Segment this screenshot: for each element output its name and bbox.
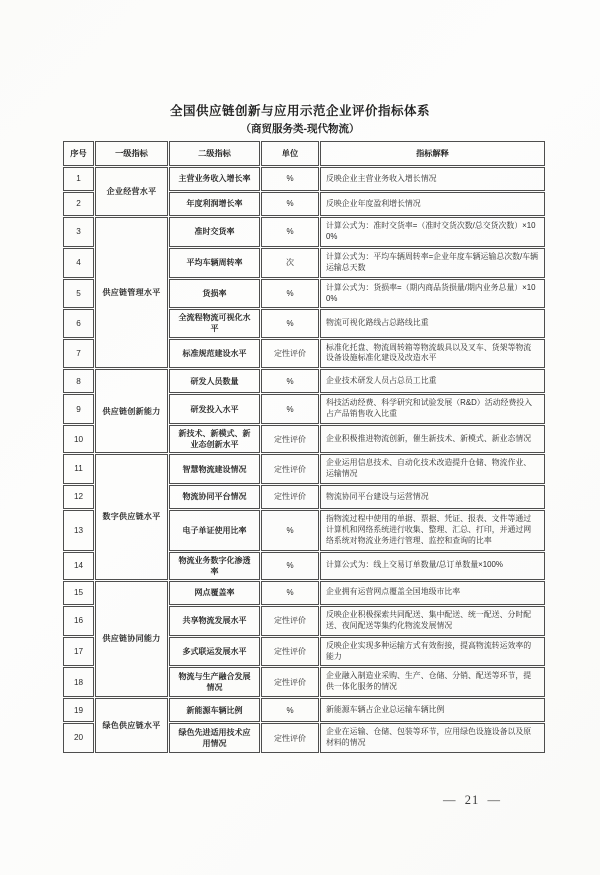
row-no-cell: 18 [63,667,94,697]
group-indicator-cell: 绿色供应链水平 [95,698,168,753]
explanation-cell: 反映企业实现多种运输方式有效衔接，提高物流转运效率的能力 [320,637,545,667]
secondary-indicator-cell: 主营业务收入增长率 [169,167,260,191]
row-no-cell: 5 [63,279,94,309]
table-row [63,167,545,191]
row-no-cell: 1 [63,167,94,191]
secondary-indicator-cell: 研发投入水平 [169,394,260,424]
secondary-indicator-cell: 研发人员数量 [169,369,260,393]
secondary-indicator-cell: 新技术、新模式、新业态创新水平 [169,425,260,453]
row-no-cell: 9 [63,394,94,424]
secondary-indicator-cell: 物流业务数字化渗透率 [169,552,260,580]
unit-cell: % [261,167,319,191]
unit-cell: 次 [261,248,319,278]
unit-cell: 定性评价 [261,454,319,484]
secondary-indicator-cell: 绿色先进适用技术应用情况 [169,723,260,753]
header-cell-explanation: 指标解释 [320,141,545,166]
row-no-cell: 19 [63,698,94,722]
unit-cell: 定性评价 [261,637,319,667]
explanation-cell: 标准化托盘、物流周转箱等物流载具以及叉车、货架等物流设备设施标准化建设及改造水平 [320,339,545,369]
row-no-cell: 7 [63,339,94,369]
secondary-indicator-cell: 多式联运发展水平 [169,637,260,667]
title-block [0,101,600,136]
group-indicator-cell: 供应链管理水平 [95,217,168,368]
page-number: — 21 — [443,793,501,807]
group-indicator-cell: 企业经营水平 [95,167,168,216]
explanation-cell: 企业技术研发人员占总员工比重 [320,369,545,393]
row-no-cell: 3 [63,217,94,247]
table-row [63,698,545,722]
secondary-indicator-cell: 物流协同平台情况 [169,485,260,509]
unit-cell: 定性评价 [261,425,319,453]
unit-cell: 定性评价 [261,485,319,509]
explanation-cell: 科技活动经费、科学研究和试验发展（R&D）活动经费投入占产品销售收入比重 [320,394,545,424]
secondary-indicator-cell: 网点覆盖率 [169,581,260,605]
unit-cell: % [261,510,319,551]
explanation-cell: 反映企业年度盈利增长情况 [320,192,545,216]
secondary-indicator-cell: 准时交货率 [169,217,260,247]
indicator-table [62,140,546,754]
unit-cell: 定性评价 [261,723,319,753]
row-no-cell: 15 [63,581,94,605]
table-row [63,581,545,605]
unit-cell: % [261,369,319,393]
explanation-cell: 计算公式为：线上交易订单数量/总订单数量×100% [320,552,545,580]
explanation-cell: 企业拥有运营网点覆盖全国地级市比率 [320,581,545,605]
page-subtitle: （商贸服务类-现代物流） [240,123,360,135]
row-no-cell: 4 [63,248,94,278]
table-row [63,454,545,484]
row-no-cell: 8 [63,369,94,393]
explanation-cell: 计算公式为：平均车辆周转率=企业年度车辆运输总次数/车辆运输总天数 [320,248,545,278]
secondary-indicator-cell: 平均车辆周转率 [169,248,260,278]
header-cell-indicator: 二级指标 [169,141,260,166]
unit-cell: % [261,698,319,722]
unit-cell: % [261,217,319,247]
unit-cell: % [261,309,319,337]
unit-cell: % [261,279,319,309]
explanation-cell: 企业积极推进物流创新，催生新技术、新模式、新业态情况 [320,425,545,453]
secondary-indicator-cell: 智慧物流建设情况 [169,454,260,484]
row-no-cell: 16 [63,606,94,636]
group-indicator-cell: 供应链创新能力 [95,369,168,453]
explanation-cell: 新能源车辆占企业总运输车辆比例 [320,698,545,722]
row-no-cell: 13 [63,510,94,551]
unit-cell: % [261,552,319,580]
secondary-indicator-cell: 物流与生产融合发展情况 [169,667,260,697]
explanation-cell: 计算公式为：准时交货率=（准时交货次数/总交货次数）×100% [320,217,545,247]
explanation-cell: 反映企业主营业务收入增长情况 [320,167,545,191]
unit-cell: 定性评价 [261,606,319,636]
secondary-indicator-cell: 货损率 [169,279,260,309]
unit-cell: % [261,394,319,424]
unit-cell: % [261,192,319,216]
secondary-indicator-cell: 电子单证使用比率 [169,510,260,551]
header-cell-group: 一级指标 [95,141,168,166]
explanation-cell: 企业在运输、仓储、包装等环节，应用绿色设施设备以及原材料的情况 [320,723,545,753]
explanation-cell: 企业融入制造业采购、生产、仓储、分销、配送等环节，提供一体化服务的情况 [320,667,545,697]
explanation-cell: 物流可视化路线占总路线比重 [320,309,545,337]
unit-cell: % [261,581,319,605]
unit-cell: 定性评价 [261,667,319,697]
header-row [63,141,545,166]
secondary-indicator-cell: 共享物流发展水平 [169,606,260,636]
row-no-cell: 2 [63,192,94,216]
header-cell-unit: 单位 [261,141,319,166]
row-no-cell: 17 [63,637,94,667]
page-title: 全国供应链创新与应用示范企业评价指标体系 [169,104,430,118]
secondary-indicator-cell: 年度利润增长率 [169,192,260,216]
row-no-cell: 6 [63,309,94,337]
explanation-cell: 物流协同平台建设与运营情况 [320,485,545,509]
secondary-indicator-cell: 新能源车辆比例 [169,698,260,722]
group-indicator-cell: 供应链协同能力 [95,581,168,697]
group-indicator-cell: 数字供应链水平 [95,454,168,580]
table-row [63,217,545,247]
explanation-cell: 反映企业积极探索共同配送、集中配送、统一配送、分时配送、夜间配送等集约化物流发展情况 [320,606,545,636]
secondary-indicator-cell: 标准规范建设水平 [169,339,260,369]
table-row [63,369,545,393]
row-no-cell: 14 [63,552,94,580]
table-body [63,167,545,753]
row-no-cell: 12 [63,485,94,509]
explanation-cell: 指物流过程中使用的单据、票据、凭证、报表、文件等通过计算机和网络系统进行收集、整理、汇总、打印，并通过网络系统对物流业务进行管理、监控和查询的比率 [320,510,545,551]
row-no-cell: 20 [63,723,94,753]
row-no-cell: 10 [63,425,94,453]
secondary-indicator-cell: 全流程物流可视化水平 [169,309,260,337]
explanation-cell: 企业运用信息技术、自动化技术改造提升仓储、物流作业、运输情况 [320,454,545,484]
header-cell-no: 序号 [63,141,94,166]
table-header [63,141,545,166]
unit-cell: 定性评价 [261,339,319,369]
explanation-cell: 计算公式为：货损率=（期内商品货损量/期内业务总量）×100% [320,279,545,309]
row-no-cell: 11 [63,454,94,484]
